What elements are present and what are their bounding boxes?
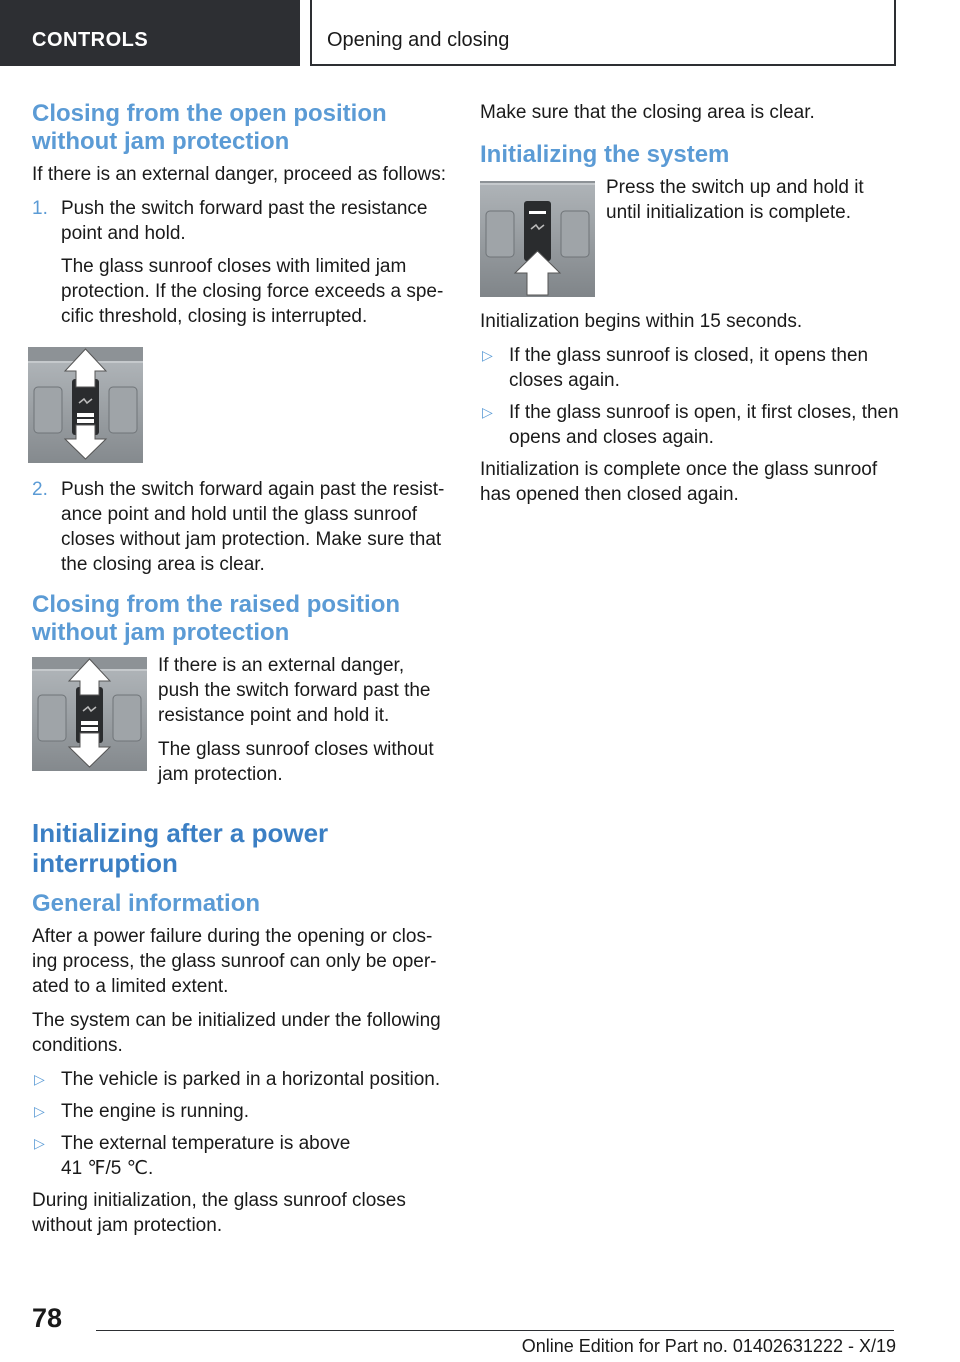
- clear-area-text: Make sure that the closing area is clear.: [480, 102, 815, 123]
- switch-forward-arrow-icon: [28, 347, 143, 463]
- bullet-icon: ▷: [34, 1135, 45, 1151]
- general-text-3: During initialization, the glass sunroof closes without jam protection.: [32, 1190, 406, 1236]
- heading-general-info: General information: [32, 890, 261, 917]
- general-text-2: The system can be initialized under the following conditions.: [32, 1010, 441, 1056]
- chapter-tab: [310, 0, 896, 66]
- condition-text: The engine is running.: [61, 1101, 250, 1122]
- condition-text: The vehicle is parked in a horizontal position.: [61, 1069, 441, 1090]
- bullet-icon: ▷: [482, 404, 493, 420]
- raised-text-2: The glass sunroof closes without jam protection.: [158, 739, 434, 785]
- bullet-text: If the glass sunroof is closed, it opens then closes again.: [509, 345, 869, 391]
- step-2: [32, 477, 450, 577]
- init-text-3: Initialization is complete once the glass sunroof has opened then closed again.: [480, 459, 878, 505]
- heading-power-interruption: Initializing after a power interruption: [32, 818, 329, 878]
- left-column: [32, 100, 450, 1247]
- init-bullet-1: [480, 343, 900, 393]
- condition-3: [32, 1131, 450, 1181]
- raised-text-1: If there is an external danger, push the switch forward past the resistance point and hold it.: [158, 655, 431, 726]
- bullet-icon: ▷: [34, 1103, 45, 1119]
- step-note: The glass sunroof closes with limited jam protection. If the closing force exceeds a spe‐cific threshold, closing is interrupted.: [61, 256, 444, 327]
- right-column: [480, 100, 900, 516]
- switch-forward-arrow-icon: [32, 657, 147, 771]
- condition-text: The external temperature is above 41 ℉/5 ℃.: [61, 1133, 351, 1179]
- bullet-text: If the glass sunroof is open, it first closes, then opens and closes again.: [509, 402, 899, 448]
- edition-text: Online Edition for Part no. 01402631222 - X/19: [521, 1336, 896, 1356]
- condition-2: [32, 1099, 450, 1124]
- step-number: 2.: [32, 479, 48, 500]
- heading-initializing-system: Initializing the system: [480, 141, 730, 168]
- open-intro: If there is an external danger, proceed as follows:: [32, 164, 447, 185]
- section-tab: [0, 0, 300, 66]
- footer-divider: [96, 1330, 894, 1331]
- init-block: [480, 175, 900, 297]
- switch-illustration-open: [28, 347, 143, 463]
- switch-up-arrow-icon: [480, 181, 595, 297]
- page-header: [0, 0, 960, 66]
- heading-closing-open: Closing from the open position without jam protection: [32, 100, 387, 155]
- init-text-2: Initialization begins within 15 seconds.: [480, 311, 803, 332]
- step-text: Push the switch forward past the resistance point and hold.: [61, 198, 428, 244]
- page-number: 78: [32, 1303, 63, 1333]
- init-bullet-2: [480, 400, 900, 450]
- condition-1: [32, 1067, 450, 1092]
- step-text: Push the switch forward again past the resist‐ance point and hold until the glass sunroof closes without jam protection. Make sure that the closing area is clear.: [61, 479, 445, 575]
- heading-closing-raised: Closing from the raised position without jam protection: [32, 591, 401, 646]
- switch-illustration-raised: [32, 657, 147, 771]
- step-1: [32, 196, 450, 329]
- init-text-1: Press the switch up and hold it until initialization is complete.: [606, 177, 864, 223]
- bullet-icon: ▷: [34, 1071, 45, 1087]
- raised-block: [32, 653, 450, 796]
- general-text-1: After a power failure during the opening or clos‐ing process, the glass sunroof can only be oper‐ated to a limited extent.: [32, 926, 437, 997]
- switch-illustration-up: [480, 181, 595, 297]
- step-number: 1.: [32, 198, 48, 219]
- section-title: CONTROLS: [32, 29, 149, 51]
- chapter-title: Opening and closing: [327, 29, 510, 51]
- bullet-icon: ▷: [482, 347, 493, 363]
